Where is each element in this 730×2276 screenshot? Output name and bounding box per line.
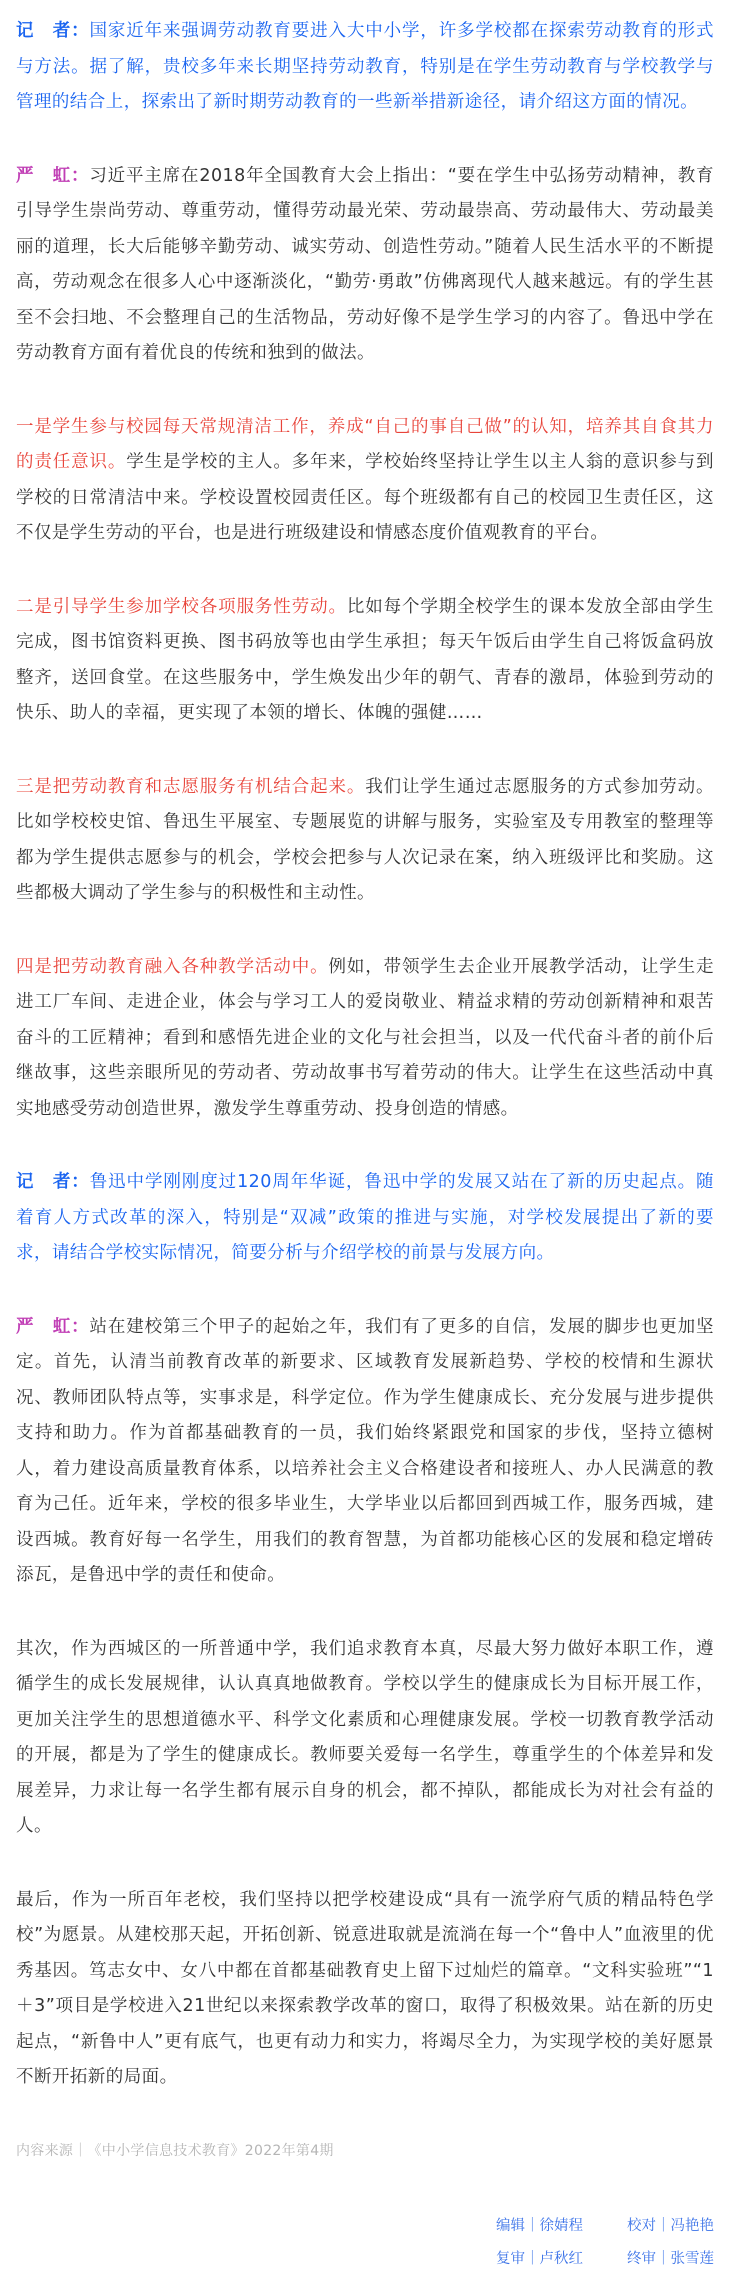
content-source: 内容来源｜《中小学信息技术教育》2022年第4期: [16, 2142, 334, 2159]
point-2-text: 比如每个学期全校学生的课本发放全部由学生完成，图书馆资料更换、图书码放等也由学生承担；每天午饭后由学生自己将饭盒码放整齐，送回食堂。在这些服务中，学生焕发出少年的朝气、青春的激昂，体验到劳动的快乐、助人的幸福，更实现了本领的增长、体魄的强健……: [16, 596, 715, 723]
question-1: [16, 14, 714, 121]
point-2-highlight: 二是引导学生参加学校各项服务性劳动。: [16, 596, 347, 617]
question-2-text: 鲁迅中学刚刚度过120周年华诞，鲁迅中学的发展又站在了新的历史起点。随着育人方式改革的深入，特别是“双减”政策的推进与实施，对学校发展提出了新的要求，请结合学校实际情况，简要分析与介绍学校的前景与发展方向。: [16, 1172, 714, 1263]
point-1: [16, 410, 714, 552]
point-1-text: 学生是学校的主人。多年来，学校始终坚持让学生以主人翁的意识参与到学校的日常清洁中来。学校设置校园责任区。每个班级都有自己的校园卫生责任区，这不仅是学生劳动的平台，也是进行班级建设和情感态度价值观教育的平台。: [16, 452, 714, 543]
credit-editor: 编辑｜徐婧程: [496, 2217, 583, 2234]
interviewee-label: 严 虹：: [16, 165, 90, 186]
credit-reviewer: 复审｜卢秋红: [496, 2250, 583, 2267]
answer-1-text: 习近平主席在2018年全国教育大会上指出：“要在学生中弘扬劳动精神，教育引导学生崇尚劳动、尊重劳动，懂得劳动最光荣、劳动最崇高、劳动最伟大、劳动最美丽的道理，长大后能够辛勤劳动、诚实劳动、创造性劳动。”随着人民生活水平的不断提高，劳动观念在很多人心中逐渐淡化，“勤劳·勇敢”仿佛离现代人越来越远。有的学生甚至不会扫地、不会整理自己的生活物品，劳动好像不是学生学习的内容了。鲁迅中学在劳动教育方面有着优良的传统和独到的做法。: [16, 165, 714, 363]
reporter-label: 记 者：: [16, 1172, 90, 1192]
point-4-text: 例如，带领学生去企业开展教学活动，让学生走进工厂车间、走进企业，体会与学习工人的爱岗敬业、精益求精的劳动创新精神和艰苦奋斗的工匠精神；看到和感悟先进企业的文化与社会担当，以及一代代奋斗者的前仆后继故事，这些亲眼所见的劳动者、劳动故事书写着劳动的伟大。让学生在这些活动中真实地感受劳动创造世界，激发学生尊重劳动、投身创造的情感。: [16, 956, 714, 1119]
credits-block: [16, 2210, 714, 2276]
answer-1: [16, 159, 714, 372]
reporter-label: 记 者：: [16, 21, 90, 41]
point-1-highlight: 一是学生参与校园每天常规清洁工作，养成“自己的事自己做”的认知，培养其自食其力的责任意识。: [16, 416, 714, 472]
point-3-highlight: 三是把劳动教育和志愿服务有机结合起来。: [16, 776, 366, 797]
answer-2-paragraph-2: [16, 1632, 714, 1845]
answer-2-paragraph-3: [16, 1883, 714, 2096]
credits-row-2: [16, 2243, 714, 2276]
question-2: [16, 1165, 714, 1272]
point-4-highlight: 四是把劳动教育融入各种教学活动中。: [16, 956, 329, 977]
interviewee-label: 严 虹：: [16, 1316, 90, 1337]
answer-2: [16, 1310, 714, 1594]
answer-2-paragraph-2-text: 其次，作为西城区的一所普通中学，我们追求教育本真，尽最大努力做好本职工作，遵循学生的成长发展规律，认认真真地做教育。学校以学生的健康成长为目标开展工作，更加关注学生的思想道德水平、科学文化素质和心理健康发展。学校一切教育教学活动的开展，都是为了学生的健康成长。教师要关爱每一名学生，尊重学生的个体差异和发展差异，力求让每一名学生都有展示自身的机会，都不掉队，都能成长为对社会有益的人。: [16, 1638, 714, 1836]
credit-final-reviewer: 终审｜张雪莲: [627, 2250, 714, 2267]
point-3-text: 我们让学生通过志愿服务的方式参加劳动。比如学校校史馆、鲁迅生平展室、专题展览的讲解与服务，实验室及专用教室的整理等都为学生提供志愿参与的机会，学校会把参与人次记录在案，纳入班级评比和奖励。这些都极大调动了学生参与的积极性和主动性。: [16, 776, 714, 903]
answer-2-text: 站在建校第三个甲子的起始之年，我们有了更多的自信，发展的脚步也更加坚定。首先，认清当前教育改革的新要求、区域教育发展新趋势、学校的校情和生源状况、教师团队特点等，实事求是，科学定位。作为学生健康成长、充分发展与进步提供支持和助力。作为首都基础教育的一员，我们始终紧跟党和国家的步伐，坚持立德树人，着力建设高质量教育体系，以培养社会主义合格建设者和接班人、办人民满意的教育为己任。近年来，学校的很多毕业生，大学毕业以后都回到西城工作，服务西城，建设西城。教育好每一名学生，用我们的教育智慧，为首都功能核心区的发展和稳定增砖添瓦，是鲁迅中学的责任和使命。: [16, 1316, 714, 1585]
question-1-text: 国家近年来强调劳动教育要进入大中小学，许多学校都在探索劳动教育的形式与方法。据了解，贵校多年来长期坚持劳动教育，特别是在学生劳动教育与学校教学与管理的结合上，探索出了新时期劳动教育的一些新举措新途径，请介绍这方面的情况。: [16, 21, 714, 112]
credits-row-1: [16, 2210, 714, 2243]
point-4: [16, 950, 714, 1128]
answer-2-paragraph-3-text: 最后，作为一所百年老校，我们坚持以把学校建设成“具有一流学府气质的精品特色学校”为愿景。从建校那天起，开拓创新、锐意进取就是流淌在每一个“鲁中人”血液里的优秀基因。笃志女中、女八中都在首都基础教育史上留下过灿烂的篇章。“文科实验班”“1＋3”项目是学校进入21世纪以来探索教学改革的窗口，取得了积极效果。站在新的历史起点，“新鲁中人”更有底气，也更有动力和实力，将竭尽全力，为实现学校的美好愿景不断开拓新的局面。: [16, 1889, 714, 2087]
point-3: [16, 770, 714, 912]
point-2: [16, 590, 714, 732]
credit-proofreader: 校对｜冯艳艳: [627, 2217, 714, 2234]
